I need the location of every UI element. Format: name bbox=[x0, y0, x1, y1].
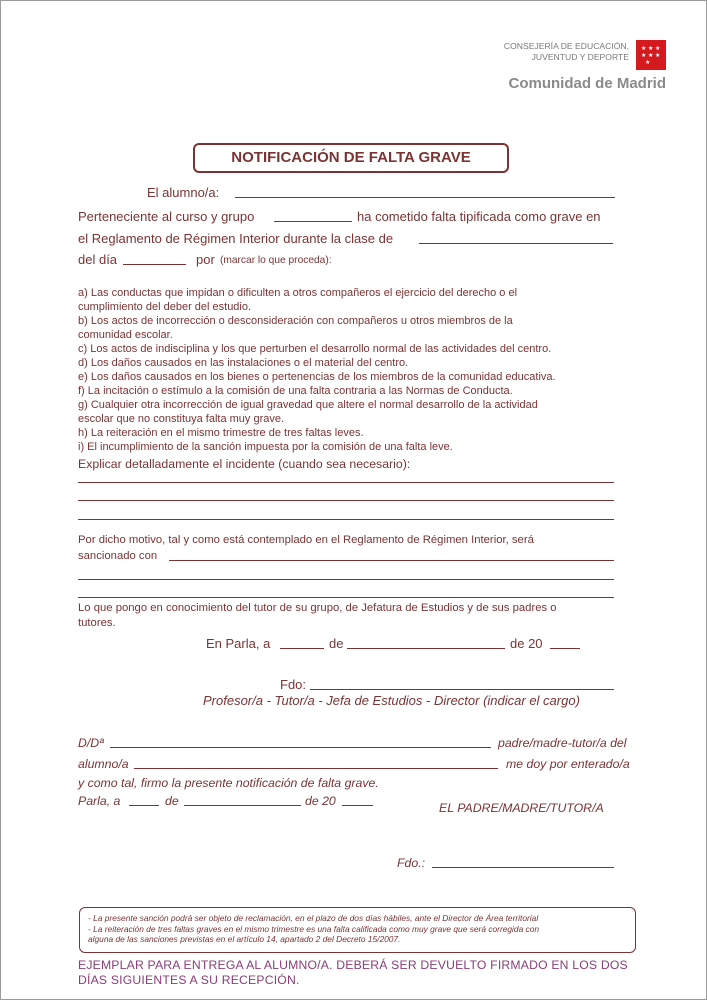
note-line: - La presente sanción podrá ser objeto de reclamación, en el plazo de dos días hábiles, ante el Director de Área territorial bbox=[88, 913, 539, 923]
flag-star: ★ bbox=[641, 46, 647, 52]
sancion-input-line[interactable] bbox=[78, 579, 614, 580]
signature-input-line[interactable] bbox=[310, 689, 614, 690]
flag-star: ★ bbox=[648, 53, 654, 59]
explicar-input-line[interactable] bbox=[78, 482, 614, 483]
madrid-flag-logo bbox=[636, 40, 666, 70]
alumno-label: El alumno/a: bbox=[147, 185, 220, 200]
alumno-input-line[interactable] bbox=[235, 197, 615, 198]
form-title: NOTIFICACIÓN DE FALTA GRAVE bbox=[193, 143, 509, 173]
parent-day-input-line[interactable] bbox=[129, 805, 159, 806]
sancion-text: Por dicho motivo, tal y como está contemplado en el Reglamento de Régimen Interior, será bbox=[78, 534, 534, 546]
explicar-input-line[interactable] bbox=[78, 519, 614, 520]
year-input-line[interactable] bbox=[550, 648, 580, 649]
parla-a-label: Parla, a bbox=[78, 794, 121, 808]
parent-name-input-line[interactable] bbox=[110, 747, 491, 748]
list-item[interactable]: h) La reiteración en el mismo trimestre de tres faltas leves. bbox=[78, 427, 364, 439]
list-item[interactable]: b) Los actos de incorrección o desconsideración con compañeros u otros miembros de la bbox=[78, 315, 513, 327]
curso-label: Perteneciente al curso y grupo bbox=[78, 209, 255, 224]
footer-instructions bbox=[78, 958, 628, 988]
list-item: cumplimiento del deber del estudio. bbox=[78, 301, 252, 313]
alumno-label-2: alumno/a bbox=[78, 757, 129, 771]
list-item[interactable]: g) Cualquier otra incorrección de igual gravedad que altere el normal desarrollo de la actividad bbox=[78, 399, 538, 411]
cargo-text: Profesor/a - Tutor/a - Jefa de Estudios - Director (indicar el cargo) bbox=[203, 693, 580, 708]
reglamento-text: el Reglamento de Régimen Interior durante la clase de bbox=[78, 231, 394, 246]
parent-year-label: de 20 bbox=[305, 794, 336, 808]
list-item[interactable]: i) El incumplimiento de la sanción impuesta por la comisión de una falta leve. bbox=[78, 441, 453, 453]
sancion-input-line[interactable] bbox=[169, 560, 614, 561]
parent-role-text: EL PADRE/MADRE/TUTOR/A bbox=[439, 801, 604, 815]
dia-label: del día bbox=[78, 252, 118, 267]
de-label: de bbox=[329, 636, 344, 651]
dia-input-line[interactable] bbox=[123, 264, 186, 265]
fdo-label: Fdo: bbox=[280, 677, 307, 692]
year-label: de 20 bbox=[510, 636, 543, 651]
department-name bbox=[504, 41, 629, 62]
explicar-label: Explicar detalladamente el incidente (cuando sea necesario): bbox=[78, 457, 411, 471]
sancion-label: sancionado con bbox=[78, 550, 158, 562]
flag-star: ★ bbox=[641, 53, 647, 59]
student-name-input-line[interactable] bbox=[134, 768, 498, 769]
padre-tutor-text: padre/madre-tutor/a del bbox=[498, 736, 627, 750]
parent-fdo-label: Fdo.: bbox=[397, 856, 426, 870]
list-item: comunidad escolar. bbox=[78, 329, 173, 341]
dd-label: D/Dª bbox=[78, 736, 104, 750]
list-item: escolar que no constituya falta muy grave. bbox=[78, 413, 285, 425]
day-input-line[interactable] bbox=[280, 648, 324, 649]
notes-box bbox=[79, 907, 636, 953]
conocimiento-text: tutores. bbox=[78, 617, 116, 629]
department-line-2: JUVENTUD Y DEPORTE bbox=[531, 51, 629, 62]
parent-month-input-line[interactable] bbox=[184, 805, 301, 806]
month-input-line[interactable] bbox=[347, 648, 505, 649]
list-item[interactable]: e) Los daños causados en los bienes o pertenencias de los miembros de la comunidad educativa. bbox=[78, 371, 556, 383]
list-item[interactable]: d) Los daños causados en las instalaciones o el material del centro. bbox=[78, 357, 409, 369]
footer-line-1: EJEMPLAR PARA ENTREGA AL ALUMNO/A. DEBERÁ SER DEVUELTO FIRMADO EN LOS DOS bbox=[78, 958, 628, 972]
curso-input-line[interactable] bbox=[274, 221, 352, 222]
enterado-text: me doy por enterado/a bbox=[506, 757, 630, 771]
list-item[interactable]: a) Las conductas que impidan o dificulten a otros compañeros el ejercicio del derecho o el bbox=[78, 287, 518, 299]
marcar-hint: (marcar lo que proceda): bbox=[220, 255, 332, 266]
clase-input-line[interactable] bbox=[419, 243, 613, 244]
sancion-input-line[interactable] bbox=[78, 597, 614, 598]
por-label: por bbox=[196, 252, 215, 267]
note-line: - La reiteración de tres faltas graves en el mismo trimestre es una falta calificada como muy grave que será corregida con bbox=[88, 923, 540, 934]
en-parla-label: En Parla, a bbox=[206, 636, 271, 651]
department-line-1: CONSEJERÍA DE EDUCACIÓN, bbox=[503, 41, 629, 51]
cometido-text: ha cometido falta tipificada como grave en bbox=[357, 209, 601, 224]
parent-year-input-line[interactable] bbox=[342, 805, 373, 806]
explicar-input-line[interactable] bbox=[78, 500, 614, 501]
conocimiento-text: Lo que pongo en conocimiento del tutor de su grupo, de Jefatura de Estudios y de sus padres o bbox=[78, 602, 557, 614]
flag-star: ★ bbox=[655, 53, 661, 59]
flag-star: ★ bbox=[655, 46, 661, 52]
list-item[interactable]: c) Los actos de indisciplina y los que perturben el desarrollo normal de las actividades del centro. bbox=[78, 343, 552, 355]
firmo-text: y como tal, firmo la presente notificación de falta grave. bbox=[78, 776, 379, 790]
flag-star: ★ bbox=[645, 60, 651, 66]
note-line: alguna de las sanciones previstas en el artículo 14, apartado 2 del Decreto 15/2007. bbox=[88, 934, 401, 944]
footer-line-2: DÍAS SIGUIENTES A SU RECEPCIÓN. bbox=[78, 973, 300, 987]
region-name: Comunidad de Madrid bbox=[508, 75, 666, 92]
parent-de-label: de bbox=[165, 794, 179, 808]
parent-signature-input-line[interactable] bbox=[432, 867, 614, 868]
flag-star: ★ bbox=[648, 46, 654, 52]
list-item[interactable]: f) La incitación o estímulo a la comisión de una falta contraria a las Normas de Conducta. bbox=[78, 385, 513, 397]
